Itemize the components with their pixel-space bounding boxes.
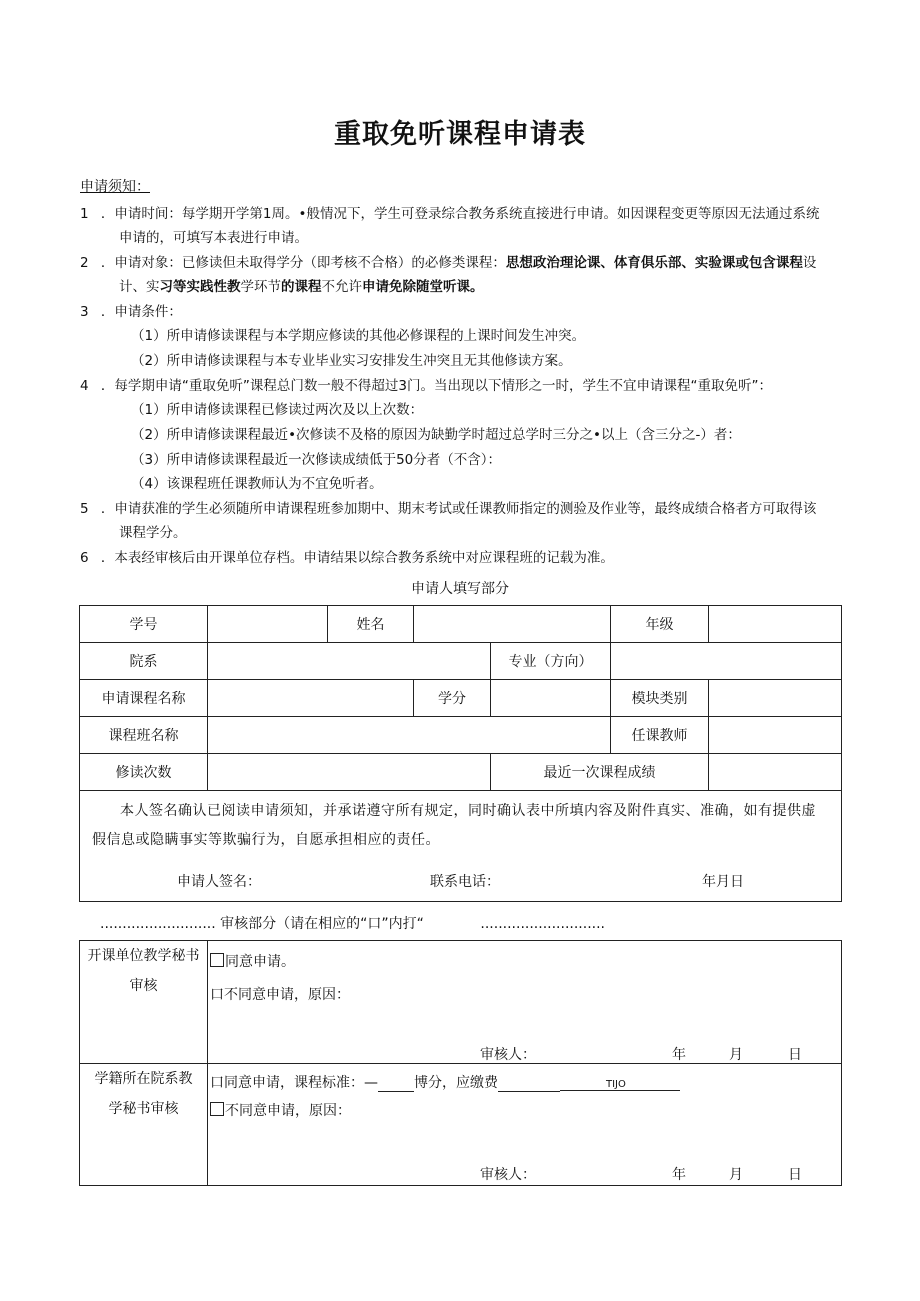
notice-item-2 bbox=[80, 254, 816, 272]
applicant-form-table bbox=[79, 605, 842, 902]
fee-unit bbox=[560, 1079, 680, 1091]
agree-label: 口同意申请，课程标准：— bbox=[210, 1075, 378, 1091]
credits-label: 学分 bbox=[414, 680, 491, 717]
offering-unit-label-cell bbox=[80, 941, 208, 1064]
offering-unit-label: 开课单位教学秘书 bbox=[87, 948, 200, 964]
notice-item-number: 1 bbox=[80, 206, 89, 222]
major-label: 专业（方向） bbox=[491, 643, 611, 680]
review-section-heading: 审核部分（请在相应的“口”内打“ bbox=[220, 916, 424, 932]
review-divider bbox=[100, 913, 820, 933]
student-id-field[interactable] bbox=[208, 606, 328, 643]
notice-item-5 bbox=[80, 500, 816, 518]
table-row bbox=[80, 680, 842, 717]
notice-item-text: ．每学期申请“重取免听”课程总门数一般不得超过3门。当出现以下情形之一时，学生不宜申请课程“重取免听”： bbox=[100, 378, 772, 394]
table-row bbox=[80, 643, 842, 680]
notice-item-number: 4 bbox=[80, 378, 89, 394]
notice-emphasis: 思想政治理论课、体育俱乐部、实验课或包含课程 bbox=[505, 255, 803, 271]
registrar-review-cell bbox=[208, 1064, 842, 1186]
teacher-label: 任课教师 bbox=[611, 717, 709, 754]
applicant-section-heading: 申请人填写部分 bbox=[411, 581, 509, 597]
offering-unit-review-cell bbox=[208, 941, 842, 1064]
year-label: 年 bbox=[672, 1167, 686, 1183]
notice-item-1 bbox=[80, 205, 819, 223]
day-label: 日 bbox=[788, 1047, 802, 1063]
agree-label: 同意申请。 bbox=[225, 954, 295, 970]
year-label: 年 bbox=[672, 1047, 686, 1063]
credit-standard-blank[interactable] bbox=[378, 1075, 414, 1092]
reviewer-label: 审核人： bbox=[480, 1047, 536, 1063]
table-row bbox=[80, 754, 842, 791]
module-type-field[interactable] bbox=[709, 680, 842, 717]
notice-item-text: ．本表经审核后由开课单位存档。申请结果以综合教务系统中对应课程班的记载为准。 bbox=[100, 550, 614, 566]
notice-item-4 bbox=[80, 377, 772, 395]
registrar-label: 学籍所在院系教 bbox=[94, 1071, 193, 1087]
notice-emphasis: 习等实践性教 bbox=[159, 279, 241, 295]
grade-field[interactable] bbox=[709, 606, 842, 643]
notice-item-6 bbox=[80, 549, 614, 567]
notice-item-text: ．申请条件： bbox=[100, 304, 182, 320]
notice-item-number: 2 bbox=[80, 255, 89, 271]
notice-item-5-cont: 课程学分。 bbox=[119, 525, 187, 541]
notice-item-number: 3 bbox=[80, 304, 89, 320]
divider-dots: .......................... bbox=[100, 916, 216, 932]
month-label: 月 bbox=[729, 1167, 743, 1183]
notice-emphasis: 的课程 bbox=[281, 279, 322, 295]
declaration-cell bbox=[80, 791, 842, 902]
attempts-field[interactable] bbox=[208, 754, 491, 791]
class-name-field[interactable] bbox=[208, 717, 611, 754]
registrar-disagree-option[interactable] bbox=[210, 1100, 351, 1120]
fee-unit-text: TIJO bbox=[606, 1079, 626, 1090]
teacher-field[interactable] bbox=[709, 717, 842, 754]
registrar-label-cell bbox=[80, 1064, 208, 1186]
reviewer-label: 审核人： bbox=[480, 1167, 536, 1183]
month-label: 月 bbox=[729, 1047, 743, 1063]
table-row bbox=[80, 941, 842, 1064]
table-row bbox=[80, 791, 842, 902]
checkbox-icon[interactable] bbox=[210, 1102, 224, 1116]
notice-text: 不允许 bbox=[321, 279, 362, 295]
notice-item-text: ．申请时间：每学期开学第1周。•般情况下，学生可登录综合教务系统直接进行申请。如因课程变更等原因无法通过系统 bbox=[100, 206, 820, 222]
notice-item-1-cont: 申请的，可填写本表进行申请。 bbox=[119, 230, 308, 246]
notice-heading: 申请须知： bbox=[80, 179, 150, 195]
notice-item-text: ．申请对象：已修读但未取得学分（即考核不合格）的必修类课程： bbox=[100, 255, 506, 271]
major-field[interactable] bbox=[611, 643, 842, 680]
last-grade-field[interactable] bbox=[709, 754, 842, 791]
disagree-label: 不同意申请，原因： bbox=[225, 1103, 351, 1119]
attempts-label: 修读次数 bbox=[80, 754, 208, 791]
fee-label: 博分，应缴费 bbox=[414, 1075, 498, 1091]
name-label: 姓名 bbox=[328, 606, 414, 643]
signature-row bbox=[80, 871, 840, 891]
table-row bbox=[80, 717, 842, 754]
checkbox-icon[interactable] bbox=[210, 953, 224, 967]
department-label: 院系 bbox=[80, 643, 208, 680]
notice-item-text: ．申请获准的学生必须随所申请课程班参加期中、期末考试或任课教师指定的测验及作业等，最终成绩合格者方可取得该 bbox=[100, 501, 817, 517]
notice-item-text: 设 bbox=[802, 255, 817, 271]
disagree-option[interactable]: 口不同意申请，原因： bbox=[210, 987, 350, 1003]
notice-text: 计、实 bbox=[119, 279, 160, 295]
notice-subitem: （3）所申请修读课程最近一次修读成绩低于50分者（不含）： bbox=[131, 452, 502, 468]
divider-dots: ............................ bbox=[480, 916, 605, 932]
signature-label: 申请人签名： bbox=[177, 874, 261, 890]
day-label: 日 bbox=[788, 1167, 802, 1183]
grade-label: 年级 bbox=[611, 606, 709, 643]
notice-subitem: （4）该课程班任课教师认为不宜免听者。 bbox=[131, 476, 383, 492]
name-field[interactable] bbox=[414, 606, 611, 643]
registrar-label-2: 学秘书审核 bbox=[108, 1101, 179, 1117]
notice-subitem: （2）所申请修读课程与本专业毕业实习安排发生冲突且无其他修读方案。 bbox=[131, 353, 572, 369]
module-type-label: 模块类别 bbox=[611, 680, 709, 717]
notice-emphasis: 申请免除随堂听课。 bbox=[362, 279, 484, 295]
course-name-field[interactable] bbox=[208, 680, 414, 717]
review-table bbox=[79, 940, 842, 1186]
table-row bbox=[80, 1064, 842, 1186]
notice-text: 学环节 bbox=[240, 279, 281, 295]
notice-item-number: 5 bbox=[80, 501, 89, 517]
notice-item-3 bbox=[80, 303, 182, 321]
fee-amount-blank[interactable] bbox=[498, 1075, 560, 1092]
agree-option[interactable] bbox=[210, 951, 295, 971]
page-title: 重取免听课程申请表 bbox=[334, 119, 586, 150]
credits-field[interactable] bbox=[491, 680, 611, 717]
notice-item-number: 6 bbox=[80, 550, 89, 566]
notice-subitem: （1）所申请修读课程与本学期应修读的其他必修课程的上课时间发生冲突。 bbox=[131, 328, 586, 344]
department-field[interactable] bbox=[208, 643, 491, 680]
notice-subitem: （2）所申请修读课程最近•次修读不及格的原因为缺勤学时超过总学时三分之•以上（含三分之-）者： bbox=[131, 427, 741, 443]
student-id-label: 学号 bbox=[80, 606, 208, 643]
notice-item-2-cont bbox=[119, 278, 484, 296]
phone-label: 联系电话： bbox=[430, 874, 500, 890]
declaration-text: 本人签名确认已阅读申请须知，并承诺遵守所有规定，同时确认表中所填内容及附件真实、准确，如有提供虚假信息或隐瞒事实等欺骗行为，自愿承担相应的责任。 bbox=[92, 803, 816, 848]
class-name-label: 课程班名称 bbox=[80, 717, 208, 754]
table-row bbox=[80, 606, 842, 643]
offering-unit-label-2: 审核 bbox=[129, 978, 158, 994]
course-name-label: 申请课程名称 bbox=[80, 680, 208, 717]
registrar-agree-option[interactable] bbox=[210, 1072, 680, 1092]
date-label: 年月日 bbox=[702, 874, 744, 890]
last-grade-label: 最近一次课程成绩 bbox=[491, 754, 709, 791]
notice-subitem: （1）所申请修读课程已修读过两次及以上次数： bbox=[131, 402, 424, 418]
